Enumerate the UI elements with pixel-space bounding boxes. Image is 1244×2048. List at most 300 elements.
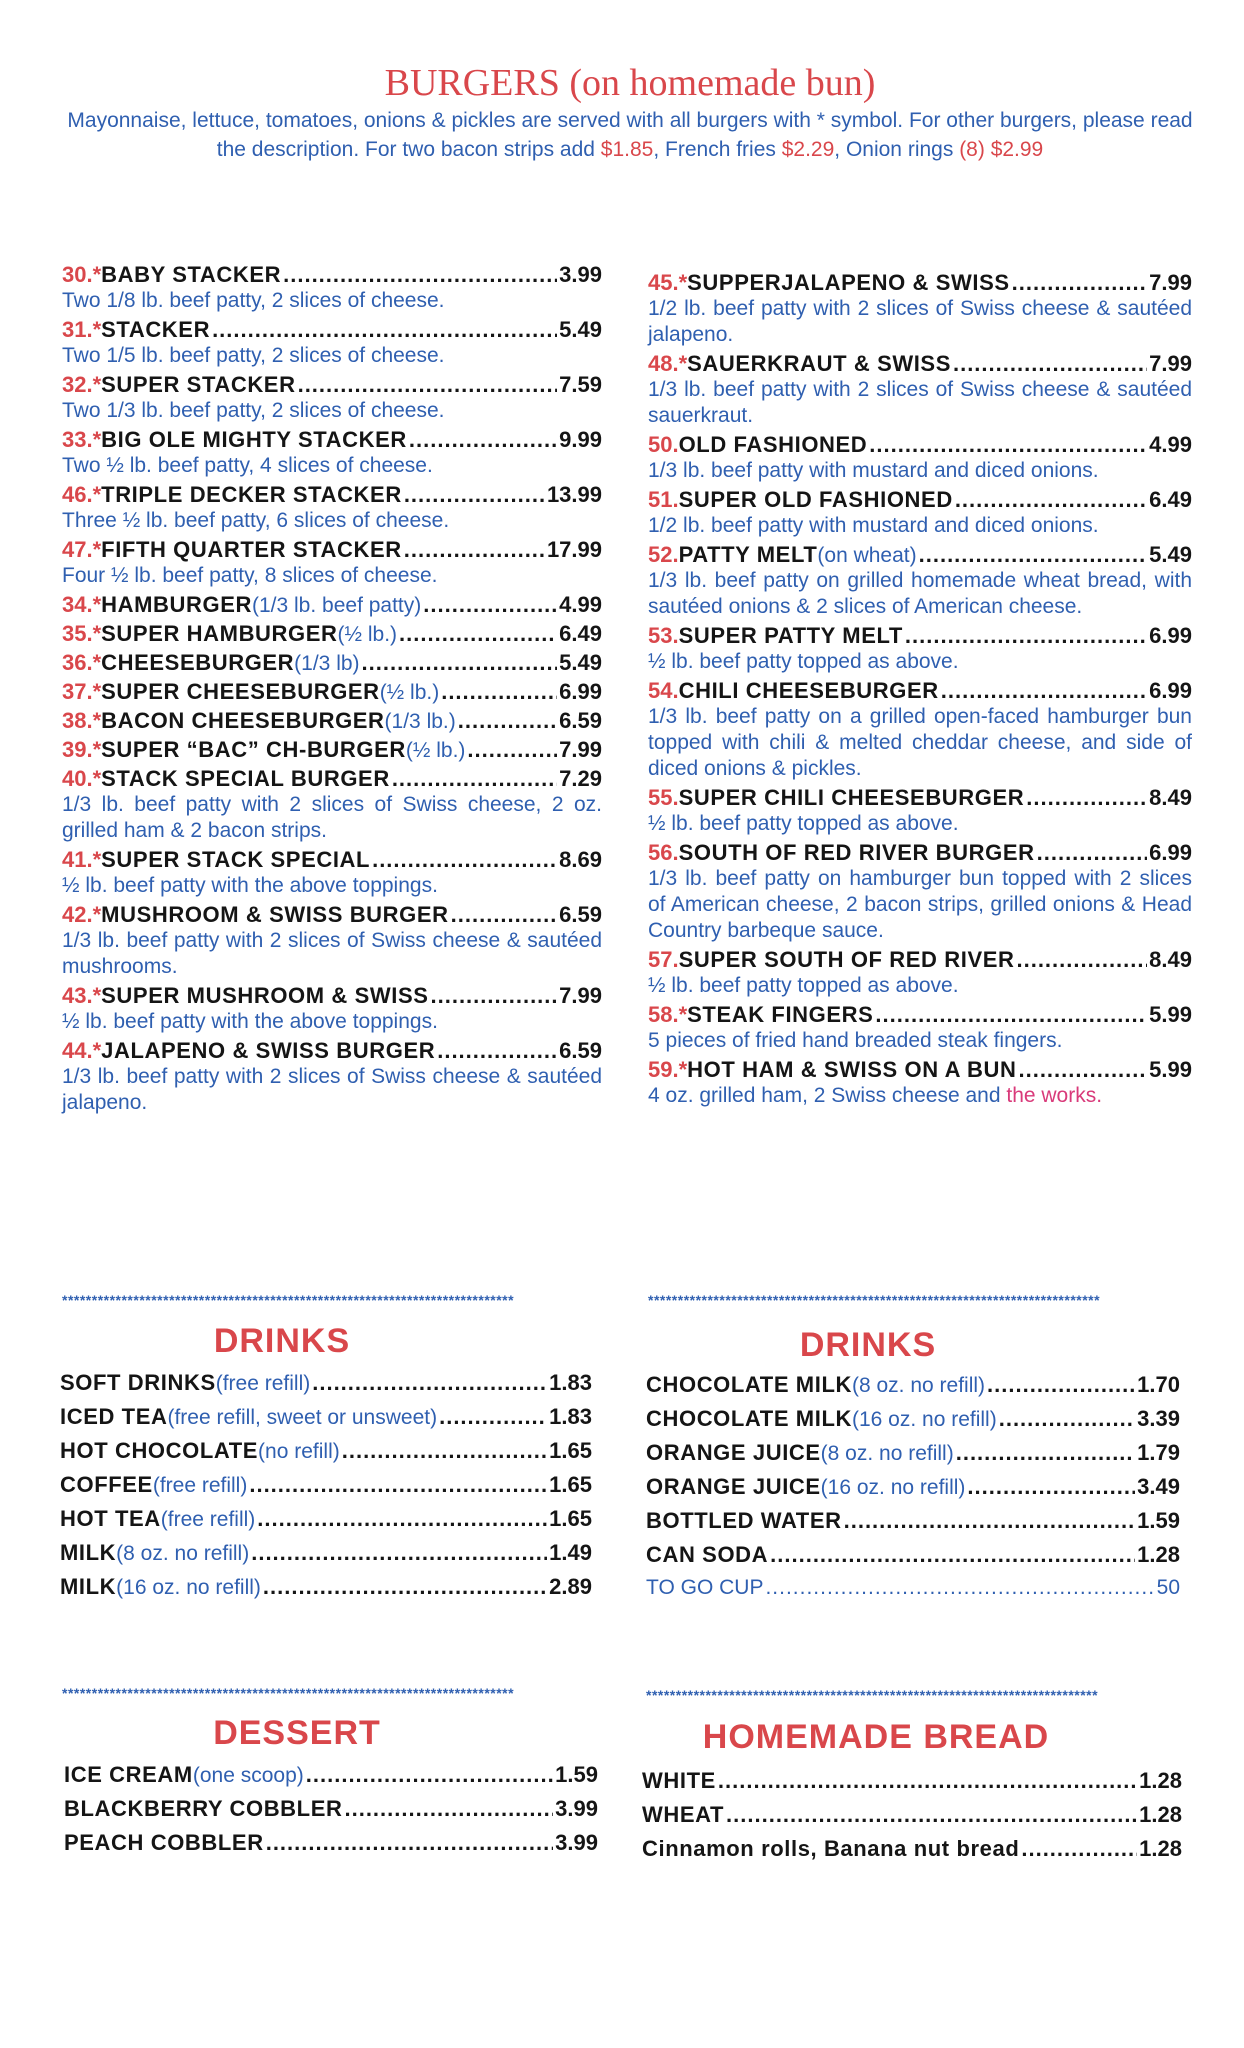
- dot-leader: [467, 737, 557, 763]
- dot-leader: [409, 427, 557, 453]
- item-price: 7.99: [1149, 351, 1192, 376]
- menu-item-line: [646, 1406, 1180, 1432]
- dot-leader: [404, 537, 545, 563]
- menu-item-line: [62, 427, 602, 453]
- dot-leader: [342, 1438, 547, 1464]
- item-price: 1.83: [549, 1370, 592, 1395]
- togo-cup-line: [646, 1576, 1180, 1600]
- item-price: 1.28: [1139, 1768, 1182, 1793]
- item-number: 51.: [648, 487, 679, 512]
- menu-item-line: [62, 983, 602, 1009]
- item-name: OLD FASHIONED: [678, 432, 868, 457]
- item-name: STACK SPECIAL BURGER: [101, 766, 390, 791]
- togo-cup-price: 50: [1156, 1576, 1180, 1599]
- menu-item: [642, 1802, 1182, 1828]
- dot-leader: [1037, 840, 1148, 866]
- intro-text-3: , Onion rings: [834, 138, 960, 161]
- dot-leader: [905, 623, 1147, 649]
- dot-leader: [298, 372, 558, 398]
- menu-item: [60, 1472, 592, 1498]
- item-price: 3.99: [559, 262, 602, 287]
- item-name: MILK: [60, 1540, 117, 1565]
- bacon-price: $1.85: [600, 138, 654, 161]
- item-price: 1.83: [549, 1404, 592, 1429]
- item-description-text: Two 1/5 lb. beef patty, 2 slices of cheese.: [62, 344, 445, 367]
- item-name: STACKER: [101, 317, 211, 342]
- item-name: MUSHROOM & SWISS BURGER: [101, 902, 449, 927]
- menu-item-line: [64, 1796, 598, 1822]
- item-price: 3.99: [555, 1796, 598, 1821]
- item-name: WHEAT: [642, 1802, 725, 1827]
- item-description: [648, 973, 1192, 999]
- menu-item: [60, 1506, 592, 1532]
- item-number: 31.*: [62, 317, 102, 342]
- item-price: 3.49: [1137, 1474, 1180, 1499]
- item-number: 43.*: [62, 983, 102, 1008]
- item-price: 8.69: [559, 847, 602, 872]
- item-description: [648, 296, 1192, 348]
- item-price: 5.49: [559, 650, 602, 675]
- menu-item-line: [648, 542, 1192, 568]
- dot-leader: [249, 1472, 547, 1498]
- item-description-text: 1/3 lb. beef patty on a grilled open-faced hamburger bun topped with chili & melted cheddar cheese, and side of diced onions & pickles.: [648, 705, 1192, 780]
- item-note: (½ lb.): [337, 623, 398, 646]
- item-description-text: 1/3 lb. beef patty with 2 slices of Swiss cheese & sautéed sauerkraut.: [648, 378, 1192, 427]
- menu-item: [62, 737, 602, 763]
- burgers-intro: [60, 106, 1200, 164]
- menu-item: [62, 766, 602, 844]
- item-description-text: ½ lb. beef patty topped as above.: [648, 974, 959, 997]
- drinks-left-title: DRINKS: [213, 1322, 351, 1360]
- burgers-left-column: [62, 262, 602, 1119]
- item-name: MILK: [60, 1574, 117, 1599]
- item-price: 1.28: [1139, 1802, 1182, 1827]
- page-title: BURGERS (on homemade bun): [384, 62, 876, 104]
- item-name: SUPER SOUTH OF RED RIVER: [678, 947, 1015, 972]
- item-note: (8 oz. no refill): [820, 1442, 954, 1465]
- dot-leader: [953, 351, 1147, 377]
- menu-item-line: [60, 1574, 592, 1600]
- item-price: 6.59: [559, 708, 602, 733]
- item-price: 1.28: [1137, 1542, 1180, 1567]
- item-description: [62, 792, 602, 844]
- item-price: 6.99: [1149, 623, 1192, 648]
- item-description-text: 1/2 lb. beef patty with mustard and diced onions.: [648, 514, 1099, 537]
- item-description: [648, 866, 1192, 944]
- item-name: Cinnamon rolls, Banana nut bread: [642, 1836, 1020, 1861]
- item-name: SUPER STACKER: [101, 372, 296, 397]
- item-note: (free refill): [152, 1474, 248, 1497]
- menu-item: [646, 1508, 1180, 1534]
- dot-leader: [362, 650, 558, 676]
- menu-item-line: [62, 650, 602, 676]
- menu-header: [60, 60, 1200, 164]
- item-note: (½ lb.): [379, 681, 440, 704]
- item-note: (free refill, sweet or unsweet): [167, 1406, 438, 1429]
- item-description: [62, 288, 602, 314]
- menu-item-line: [648, 947, 1192, 973]
- item-name: HOT HAM & SWISS ON A BUN: [687, 1057, 1017, 1082]
- menu-item: [60, 1438, 592, 1464]
- menu-item-line: [648, 785, 1192, 811]
- item-description-text: Three ½ lb. beef patty, 6 slices of cheese.: [62, 509, 450, 532]
- item-price: 1.49: [549, 1540, 592, 1565]
- divider-bread: ****************************************************************************: [646, 1687, 1099, 1703]
- menu-item: [64, 1762, 598, 1788]
- menu-item-line: [60, 1404, 592, 1430]
- dot-leader: [869, 432, 1147, 458]
- item-description: [648, 513, 1192, 539]
- item-name: FIFTH QUARTER STACKER: [101, 537, 402, 562]
- item-name: SUPPERJALAPENO & SWISS: [687, 270, 1010, 295]
- dessert-title: DESSERT: [213, 1714, 381, 1752]
- item-price: 4.99: [1149, 432, 1192, 457]
- menu-item-line: [648, 487, 1192, 513]
- item-number: 54.: [648, 678, 679, 703]
- menu-item-line: [62, 902, 602, 928]
- item-price: 7.99: [1149, 270, 1192, 295]
- item-number: 50.: [648, 432, 679, 457]
- item-number: 33.*: [62, 427, 102, 452]
- item-price: 5.49: [559, 317, 602, 342]
- item-number: 42.*: [62, 902, 102, 927]
- item-note: (16 oz. no refill): [851, 1408, 997, 1431]
- item-description-highlight: the works.: [1006, 1084, 1103, 1107]
- menu-item-line: [648, 270, 1192, 296]
- dot-leader: [212, 317, 557, 343]
- menu-item: [60, 1574, 592, 1600]
- item-price: 5.49: [1149, 542, 1192, 567]
- menu-item-line: [642, 1768, 1182, 1794]
- dot-leader: [987, 1372, 1135, 1398]
- menu-item-line: [648, 1057, 1192, 1083]
- menu-item: [62, 983, 602, 1035]
- dot-leader: [431, 983, 558, 1009]
- fries-price: $2.29: [781, 138, 835, 161]
- togo-cup-label: TO GO CUP: [646, 1576, 764, 1599]
- dot-leader: [844, 1508, 1136, 1534]
- dot-leader: [404, 482, 545, 508]
- item-name: STEAK FINGERS: [687, 1002, 874, 1027]
- item-description-text: ½ lb. beef patty with the above toppings.: [62, 874, 438, 897]
- item-number: 38.*: [62, 708, 102, 733]
- item-name: BLACKBERRY COBBLER: [64, 1796, 343, 1821]
- item-number: 46.*: [62, 482, 102, 507]
- item-name: ORANGE JUICE: [646, 1440, 821, 1465]
- menu-item: [646, 1372, 1180, 1398]
- item-price: 1.79: [1137, 1440, 1180, 1465]
- menu-item-line: [62, 317, 602, 343]
- menu-item: [62, 1038, 602, 1116]
- drinks-right-title: DRINKS: [799, 1326, 937, 1364]
- menu-item-line: [648, 678, 1192, 704]
- item-description: [648, 458, 1192, 484]
- intro-text-1: Mayonnaise, lettuce, tomatoes, onions & pickles are served with all burgers with * symbol. For other burgers, please read the description. For two bacon strips add: [67, 109, 1193, 161]
- item-number: 57.: [648, 947, 679, 972]
- item-description: [648, 1028, 1192, 1054]
- menu-item: [62, 537, 602, 589]
- dot-leader: [441, 679, 557, 705]
- intro-text-2: , French fries: [653, 138, 782, 161]
- dot-leader: [306, 1762, 553, 1788]
- item-description: [62, 453, 602, 479]
- item-name: COFFEE: [60, 1472, 153, 1497]
- item-price: 1.59: [1137, 1508, 1180, 1533]
- item-name: BOTTLED WATER: [646, 1508, 842, 1533]
- item-description: [62, 1064, 602, 1116]
- item-name: SUPER CHEESEBURGER: [101, 679, 380, 704]
- bread-list: [642, 1768, 1182, 1870]
- item-description-text: 1/3 lb. beef patty on hamburger bun topped with 2 slices of American cheese, 2 bacon strips, grilled onions & Head Country barbeque sauce.: [648, 867, 1192, 942]
- burgers-right-column: [648, 270, 1192, 1112]
- item-name: SUPER PATTY MELT: [678, 623, 903, 648]
- menu-item-line: [62, 482, 602, 508]
- item-price: 13.99: [546, 482, 602, 507]
- menu-item: [648, 351, 1192, 429]
- item-description-text: 5 pieces of fried hand breaded steak fingers.: [648, 1029, 1063, 1052]
- item-price: 4.99: [559, 592, 602, 617]
- item-name: SUPER “BAC” CH-BURGER: [101, 737, 406, 762]
- dot-leader: [257, 1506, 547, 1532]
- menu-item-line: [646, 1542, 1180, 1568]
- item-note: (8 oz. no refill): [851, 1374, 986, 1397]
- item-price: 6.59: [559, 902, 602, 927]
- item-name: SUPER STACK SPECIAL: [101, 847, 371, 872]
- item-note: (1/3 lb.): [384, 710, 456, 733]
- menu-item: [648, 270, 1192, 348]
- item-description: [648, 704, 1192, 782]
- item-name: ORANGE JUICE: [646, 1474, 821, 1499]
- dot-leader: [312, 1370, 547, 1396]
- menu-item-line: [642, 1836, 1182, 1862]
- item-note: (½ lb.): [405, 739, 466, 762]
- dot-leader: [263, 1574, 547, 1600]
- menu-item: [62, 650, 602, 676]
- menu-item: [648, 785, 1192, 837]
- item-number: 34.*: [62, 592, 102, 617]
- menu-item-line: [642, 1802, 1182, 1828]
- item-name: CHEESEBURGER: [101, 650, 295, 675]
- item-note: (no refill): [258, 1440, 340, 1463]
- item-number: 37.*: [62, 679, 102, 704]
- item-name: SUPER OLD FASHIONED: [678, 487, 953, 512]
- menu-item: [648, 432, 1192, 484]
- menu-item-line: [62, 766, 602, 792]
- item-price: 8.49: [1149, 785, 1192, 810]
- menu-item-line: [646, 1440, 1180, 1466]
- item-name: TRIPLE DECKER STACKER: [101, 482, 402, 507]
- item-description-text: 1/3 lb. beef patty with mustard and diced onions.: [648, 459, 1099, 482]
- item-price: 6.99: [1149, 678, 1192, 703]
- dot-leader: [423, 592, 557, 618]
- item-price: 9.99: [559, 427, 602, 452]
- item-name: CHILI CHEESEBURGER: [678, 678, 939, 703]
- item-name: BACON CHEESEBURGER: [101, 708, 385, 733]
- menu-item: [648, 678, 1192, 782]
- item-price: 8.49: [1149, 947, 1192, 972]
- item-price: 17.99: [546, 537, 602, 562]
- menu-item-line: [62, 737, 602, 763]
- dot-leader: [956, 1440, 1135, 1466]
- item-price: 1.59: [555, 1762, 598, 1787]
- menu-item: [648, 947, 1192, 999]
- divider-drinks-right: ****************************************************************************: [648, 1292, 1101, 1308]
- item-name: SUPER HAMBURGER: [101, 621, 338, 646]
- item-name: SUPER CHILI CHEESEBURGER: [678, 785, 1025, 810]
- menu-item: [648, 487, 1192, 539]
- item-number: 59.*: [648, 1057, 688, 1082]
- item-price: 1.65: [549, 1472, 592, 1497]
- dot-leader: [437, 1038, 557, 1064]
- item-number: 35.*: [62, 621, 102, 646]
- menu-item-line: [648, 432, 1192, 458]
- menu-item-line: [648, 1002, 1192, 1028]
- item-description: [62, 563, 602, 589]
- item-price: 7.99: [559, 983, 602, 1008]
- item-name: BIG OLE MIGHTY STACKER: [101, 427, 407, 452]
- item-number: 39.*: [62, 737, 102, 762]
- menu-item-line: [62, 679, 602, 705]
- dot-leader: [955, 487, 1147, 513]
- menu-item-line: [62, 621, 602, 647]
- menu-item: [646, 1440, 1180, 1466]
- item-note: (on wheat): [817, 544, 917, 567]
- bread-title: HOMEMADE BREAD: [702, 1718, 1050, 1756]
- item-number: 40.*: [62, 766, 102, 791]
- item-description: [62, 873, 602, 899]
- menu-item: [648, 1002, 1192, 1054]
- dot-leader: [344, 1796, 553, 1822]
- item-description-text: ½ lb. beef patty with the above toppings.: [62, 1010, 438, 1033]
- dot-leader: [941, 678, 1147, 704]
- menu-item: [642, 1768, 1182, 1794]
- item-note: (8 oz. no refill): [116, 1542, 250, 1565]
- menu-item: [646, 1542, 1180, 1568]
- item-number: 32.*: [62, 372, 102, 397]
- item-note: (one scoop): [192, 1764, 304, 1787]
- item-number: 58.*: [648, 1002, 688, 1027]
- menu-item-line: [60, 1506, 592, 1532]
- item-price: 7.99: [559, 737, 602, 762]
- item-note: (1/3 lb): [294, 652, 360, 675]
- item-description-text: 1/3 lb. beef patty on grilled homemade wheat bread, with sautéed onions & 2 slices of American cheese.: [648, 569, 1192, 618]
- item-number: 56.: [648, 840, 679, 865]
- menu-item: [62, 427, 602, 479]
- item-number: 53.: [648, 623, 679, 648]
- item-price: 5.99: [1149, 1057, 1192, 1082]
- dessert-list: [64, 1762, 598, 1864]
- item-description: [62, 1009, 602, 1035]
- menu-item-line: [60, 1370, 592, 1396]
- item-note: (free refill): [215, 1372, 311, 1395]
- item-number: 36.*: [62, 650, 102, 675]
- item-note: (1/3 lb. beef patty): [252, 594, 422, 617]
- item-name: PEACH COBBLER: [64, 1830, 264, 1855]
- item-name: HOT CHOCOLATE: [60, 1438, 259, 1463]
- item-description-text: 1/3 lb. beef patty with 2 slices of Swiss cheese & sautéed mushrooms.: [62, 929, 602, 978]
- menu-item: [62, 482, 602, 534]
- dot-leader: [399, 621, 557, 647]
- menu-item: [62, 372, 602, 424]
- item-price: 1.65: [549, 1438, 592, 1463]
- dot-leader: [283, 262, 557, 288]
- menu-item: [62, 902, 602, 980]
- item-name: CHOCOLATE MILK: [646, 1406, 852, 1431]
- item-description: [648, 1083, 1192, 1109]
- dot-leader: [967, 1474, 1135, 1500]
- dot-leader: [765, 1576, 1154, 1600]
- item-name: HOT TEA: [60, 1506, 161, 1531]
- item-price: 5.99: [1149, 1002, 1192, 1027]
- dot-leader: [1026, 785, 1147, 811]
- menu-item: [62, 847, 602, 899]
- dot-leader: [392, 766, 557, 792]
- menu-item: [62, 592, 602, 618]
- item-number: 55.: [648, 785, 679, 810]
- item-description: [62, 398, 602, 424]
- dot-leader: [1021, 1836, 1137, 1862]
- item-description-text: 1/3 lb. beef patty with 2 slices of Swiss cheese & sautéed jalapeno.: [62, 1065, 602, 1114]
- item-description-text: 1/3 lb. beef patty with 2 slices of Swiss cheese, 2 oz. grilled ham & 2 bacon strips.: [62, 793, 602, 842]
- item-note: (16 oz. no refill): [820, 1476, 966, 1499]
- menu-item: [62, 708, 602, 734]
- menu-item: [646, 1406, 1180, 1432]
- item-description-text: 1/2 lb. beef patty with 2 slices of Swiss cheese & sautéed jalapeno.: [648, 297, 1192, 346]
- menu-item: [64, 1796, 598, 1822]
- item-description: [648, 568, 1192, 620]
- divider-dessert: ****************************************************************************: [62, 1685, 515, 1701]
- menu-item-line: [648, 351, 1192, 377]
- item-name: SOFT DRINKS: [60, 1370, 216, 1395]
- item-name: CAN SODA: [646, 1542, 769, 1567]
- menu-item: [62, 262, 602, 314]
- menu-item: [648, 840, 1192, 944]
- dot-leader: [718, 1768, 1137, 1794]
- item-note: (free refill): [160, 1508, 256, 1531]
- menu-item-line: [60, 1438, 592, 1464]
- item-price: 1.65: [549, 1506, 592, 1531]
- item-number: 48.*: [648, 351, 688, 376]
- item-number: 47.*: [62, 537, 102, 562]
- menu-item-line: [646, 1474, 1180, 1500]
- menu-item-line: [62, 372, 602, 398]
- menu-item: [62, 317, 602, 369]
- item-name: HAMBURGER: [101, 592, 252, 617]
- item-price: 6.49: [559, 621, 602, 646]
- dot-leader: [919, 542, 1148, 568]
- menu-item-line: [648, 840, 1192, 866]
- item-price: 7.29: [559, 766, 602, 791]
- item-description-text: Two ½ lb. beef patty, 4 slices of cheese.: [62, 454, 433, 477]
- dot-leader: [251, 1540, 547, 1566]
- item-name: CHOCOLATE MILK: [646, 1372, 852, 1397]
- item-number: 41.*: [62, 847, 102, 872]
- menu-item-line: [62, 1038, 602, 1064]
- dot-leader: [1018, 1057, 1147, 1083]
- item-number: 44.*: [62, 1038, 102, 1063]
- menu-item-line: [62, 708, 602, 734]
- item-description-text: 4 oz. grilled ham, 2 Swiss cheese and: [648, 1084, 1007, 1107]
- item-description: [62, 928, 602, 980]
- item-note: (16 oz. no refill): [116, 1576, 261, 1599]
- item-description: [62, 508, 602, 534]
- dot-leader: [726, 1802, 1137, 1828]
- menu-item-line: [646, 1508, 1180, 1534]
- item-name: JALAPENO & SWISS BURGER: [101, 1038, 436, 1063]
- dot-leader: [875, 1002, 1147, 1028]
- menu-item: [62, 679, 602, 705]
- drinks-right-list: [646, 1372, 1180, 1600]
